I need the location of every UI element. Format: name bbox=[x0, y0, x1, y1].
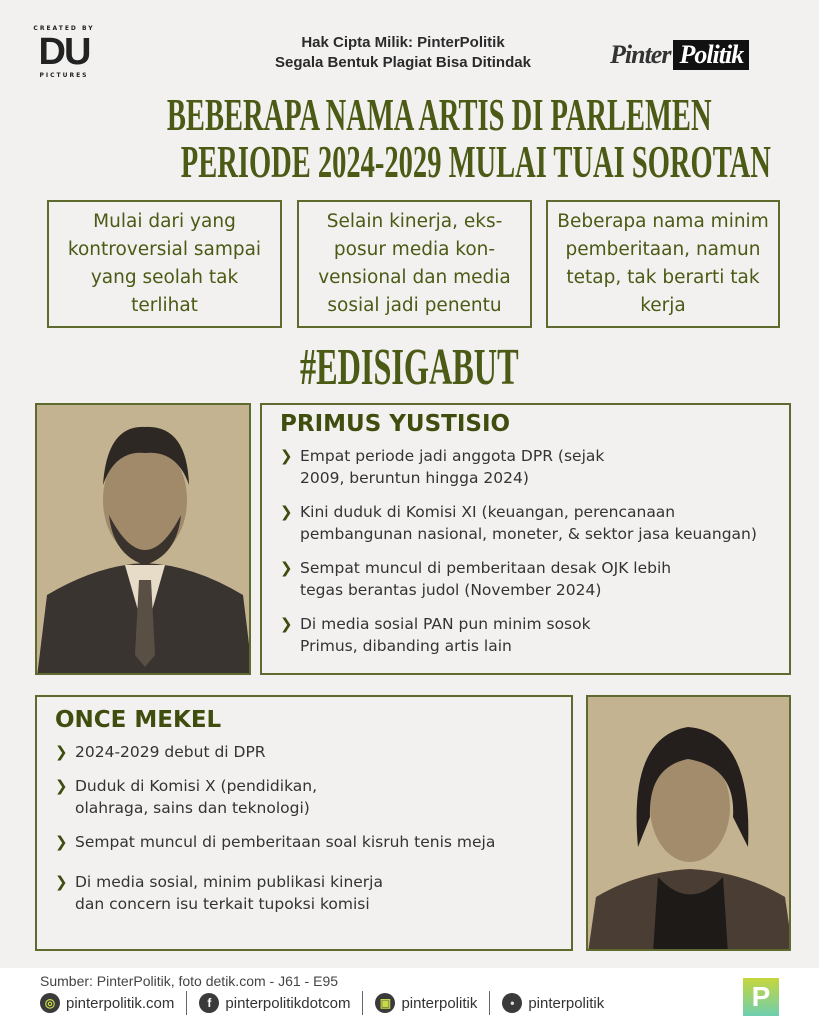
chevron-right-icon: ❯ bbox=[280, 447, 293, 465]
summary-box-1: Mulai dari yang kontroversial sampai yang seolah tak terlihat bbox=[47, 200, 282, 328]
twitter-icon: • bbox=[502, 993, 522, 1013]
profile-name: ONCE MEKEL bbox=[55, 707, 222, 733]
pictures-text: PICTURES bbox=[39, 72, 89, 79]
page-title-line-2: PERIODE 2024-2029 MULAI TUAI SOROTAN bbox=[180, 136, 771, 187]
chevron-right-icon: ❯ bbox=[55, 743, 68, 761]
copyright-line-1: Hak Cipta Milik: PinterPolitik bbox=[301, 34, 505, 51]
social-website[interactable]: ◎ pinterpolitik.com bbox=[40, 991, 187, 1015]
copyright-notice bbox=[220, 33, 586, 73]
du-pictures-logo bbox=[30, 25, 98, 83]
list-item: ❯ Empat periode jadi anggota DPR (sejak 2009, beruntun hingga 2024) bbox=[280, 447, 605, 487]
summary-box-3: Beberapa nama minim pemberitaan, namun tetap, tak berarti tak kerja bbox=[546, 200, 780, 328]
once-profile-card bbox=[35, 695, 573, 951]
instagram-icon: ▣ bbox=[375, 993, 395, 1013]
list-item: ❯ Sempat muncul di pemberitaan soal kisruh tenis meja bbox=[55, 833, 496, 851]
facebook-icon: f bbox=[199, 993, 219, 1013]
logo-politik: Politik bbox=[673, 40, 749, 70]
chevron-right-icon: ❯ bbox=[280, 559, 293, 577]
list-item: ❯ Kini duduk di Komisi XI (keuangan, perencanaan pembangunan nasional, moneter, & sektor jasa keuangan) bbox=[280, 503, 757, 543]
source-credit: Sumber: PinterPolitik, foto detik.com - J61 - E95 bbox=[40, 973, 339, 989]
chevron-right-icon: ❯ bbox=[55, 777, 68, 795]
profile-name: PRIMUS YUSTISIO bbox=[280, 411, 511, 437]
list-item: ❯ 2024-2029 debut di DPR bbox=[55, 743, 266, 761]
list-item: ❯ Di media sosial PAN pun minim sosok Primus, dibanding artis lain bbox=[280, 615, 591, 655]
primus-profile-card bbox=[260, 403, 791, 675]
once-photo bbox=[586, 695, 791, 951]
pinterpolitik-logo bbox=[610, 38, 749, 72]
chevron-right-icon: ❯ bbox=[55, 873, 68, 891]
chevron-right-icon: ❯ bbox=[55, 833, 68, 851]
globe-icon: ◎ bbox=[40, 993, 60, 1013]
pinterpolitik-app-logo: P bbox=[743, 978, 779, 1016]
list-item: ❯ Sempat muncul di pemberitaan desak OJK lebih tegas berantas judol (November 2024) bbox=[280, 559, 672, 599]
page-title-line-1: BEBERAPA NAMA ARTIS DI PARLEMEN bbox=[166, 89, 712, 140]
social-instagram[interactable]: ▣ pinterpolitik bbox=[363, 991, 490, 1015]
summary-box-2: Selain kinerja, eks-posur media kon-vensional dan media sosial jadi penentu bbox=[297, 200, 532, 328]
list-item: ❯ Di media sosial, minim publikasi kinerja dan concern isu terkait tupoksi komisi bbox=[55, 873, 383, 913]
chevron-right-icon: ❯ bbox=[280, 503, 293, 521]
list-item: ❯ Duduk di Komisi X (pendidikan, olahraga, sains dan teknologi) bbox=[55, 777, 318, 817]
chevron-right-icon: ❯ bbox=[280, 615, 293, 633]
du-logo-mark: DU bbox=[38, 31, 90, 73]
hashtag-heading: #EDISIGABUT bbox=[300, 339, 519, 396]
created-by-text: CREATED BY bbox=[33, 25, 95, 32]
primus-photo bbox=[35, 403, 251, 675]
social-facebook[interactable]: f pinterpolitikdotcom bbox=[187, 991, 363, 1015]
logo-pinter: Pinter bbox=[610, 40, 671, 69]
social-twitter[interactable]: • pinterpolitik bbox=[490, 991, 616, 1015]
copyright-line-2: Segala Bentuk Plagiat Bisa Ditindak bbox=[275, 54, 531, 71]
social-links bbox=[40, 991, 616, 1015]
